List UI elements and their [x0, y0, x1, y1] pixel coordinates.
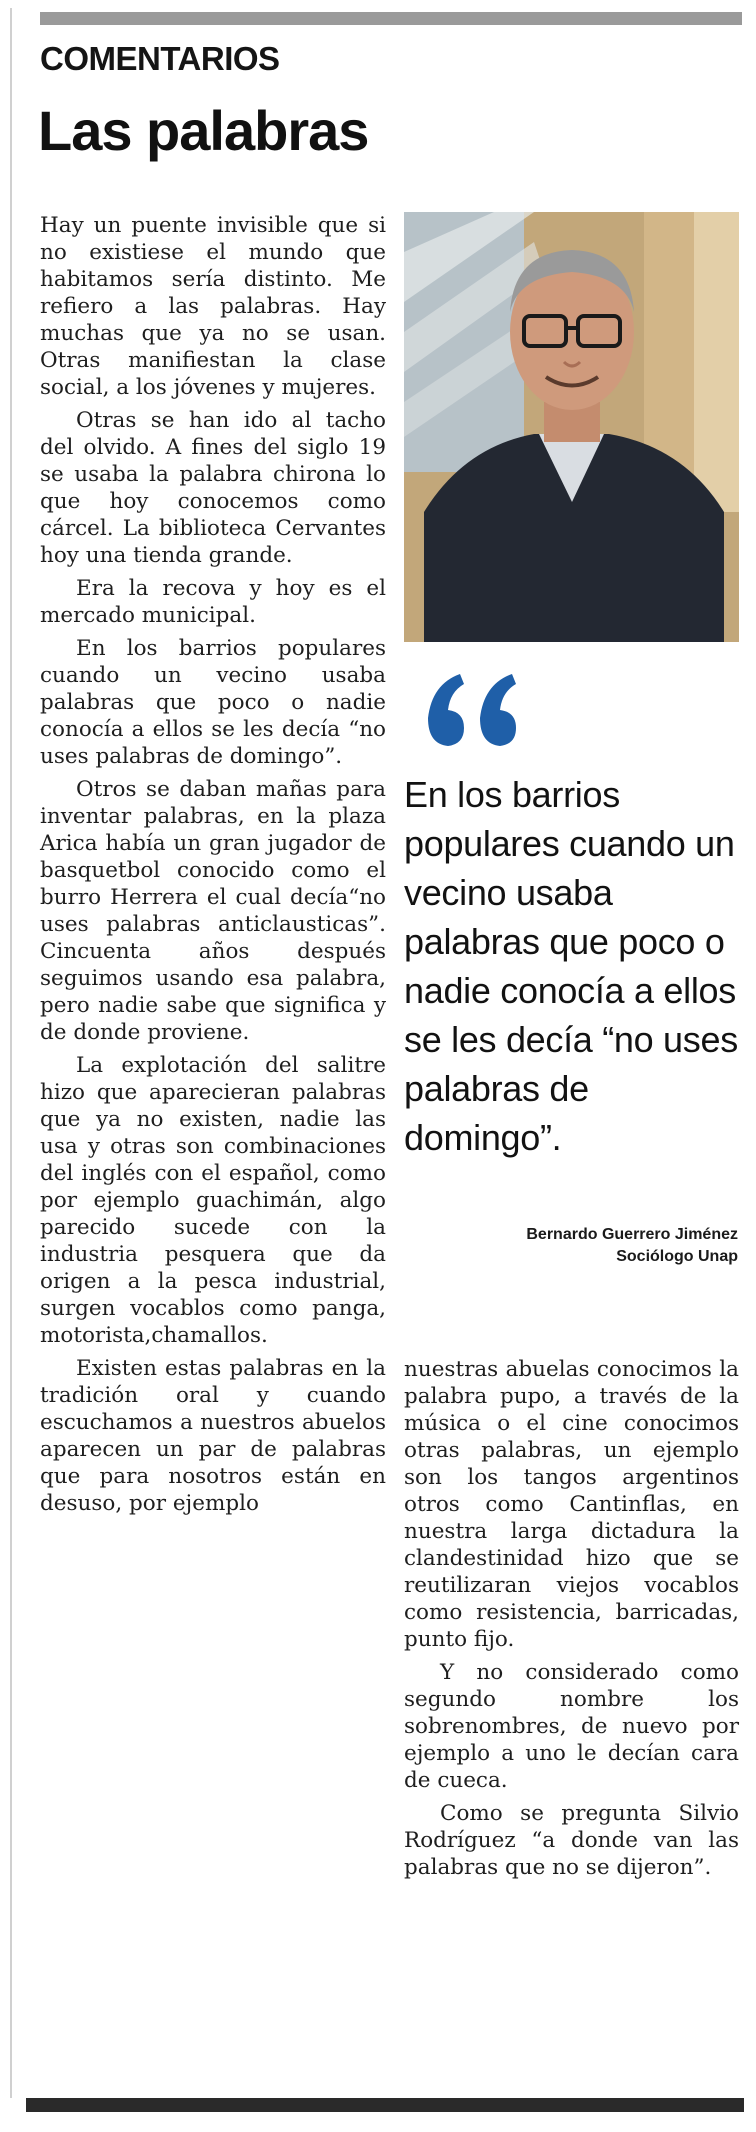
paragraph: En los barrios populares cuando un vecino usaba palabras que poco o nadie conocía a ellos se les decía “no uses palabras de domingo”.: [40, 636, 386, 769]
page-margin-line: [10, 8, 12, 2098]
paragraph: Existen estas palabras en la tradición oral y cuando escuchamos a nuestros abuelos aparecen un par de palabras que para nosotros están en desuso, por ejemplo: [40, 1356, 386, 1516]
bottom-rule: [26, 2098, 744, 2112]
section-label: COMENTARIOS: [40, 40, 280, 77]
paragraph: Otros se daban mañas para inventar palabras, en la plaza Arica había un gran jugador de basquetbol conocido como el burro Herrera el cual decía“no uses palabras anticlausticas”. Cincuenta años después seguimos usando esa palabra, pero nadie sabe que significa y de donde proviene.: [40, 777, 386, 1045]
author-portrait-image: [404, 212, 739, 642]
paragraph: Era la recova y hoy es el mercado municipal.: [40, 576, 386, 628]
paragraph: nuestras abuelas conocimos la palabra pupo, a través de la música o el cine conocimos otras palabras, un ejemplo son los tangos argentinos otros como Cantinflas, en nuestra larga dictadura la clandestinidad hizo que se reutilizaran viejos vocablos como resistencia, barricadas, punto fijo.: [404, 1357, 739, 1652]
author-photo: [404, 212, 739, 642]
author-role: Sociólogo Unap: [616, 1248, 738, 1265]
paragraph: Hay un puente invisible que si no existiese el mundo que habitamos sería distinto. Me refiero a las palabras. Hay muchas que ya no se usan. Otras manifiestan la clase social, a los jóvenes y mujeres.: [40, 213, 386, 400]
byline: [526, 1224, 738, 1268]
paragraph: Y no considerado como segundo nombre los sobrenombres, de nuevo por ejemplo a uno le decían cara de cueca.: [404, 1660, 739, 1793]
body-column-right: [404, 1356, 739, 1881]
open-quote-icon: [412, 640, 522, 770]
paragraph: Otras se han ido al tacho del olvido. A fines del siglo 19 se usaba la palabra chirona lo que hoy conocemos como cárcel. La biblioteca Cervantes hoy una tienda grande.: [40, 408, 386, 568]
top-rule: [40, 12, 742, 25]
body-column-left: [40, 212, 386, 1517]
paragraph: Como se pregunta Silvio Rodríguez “a donde van las palabras que no se dijeron”.: [404, 1801, 739, 1880]
author-name: Bernardo Guerrero Jiménez: [526, 1226, 738, 1243]
paragraph: La explotación del salitre hizo que aparecieran palabras que ya no existen, nadie las usa y otras son combinaciones del inglés con el español, como por ejemplo guachimán, algo parecido sucede con la industria pesquera que da origen a la pesca industrial, surgen vocablos como panga, motorista,chamallos.: [40, 1053, 386, 1348]
pull-quote: En los barrios populares cuando un vecino usaba palabras que poco o nadie conocía a ellos se les decía “no uses palabras de domingo”.: [404, 774, 738, 1158]
headline: Las palabras: [38, 99, 369, 162]
